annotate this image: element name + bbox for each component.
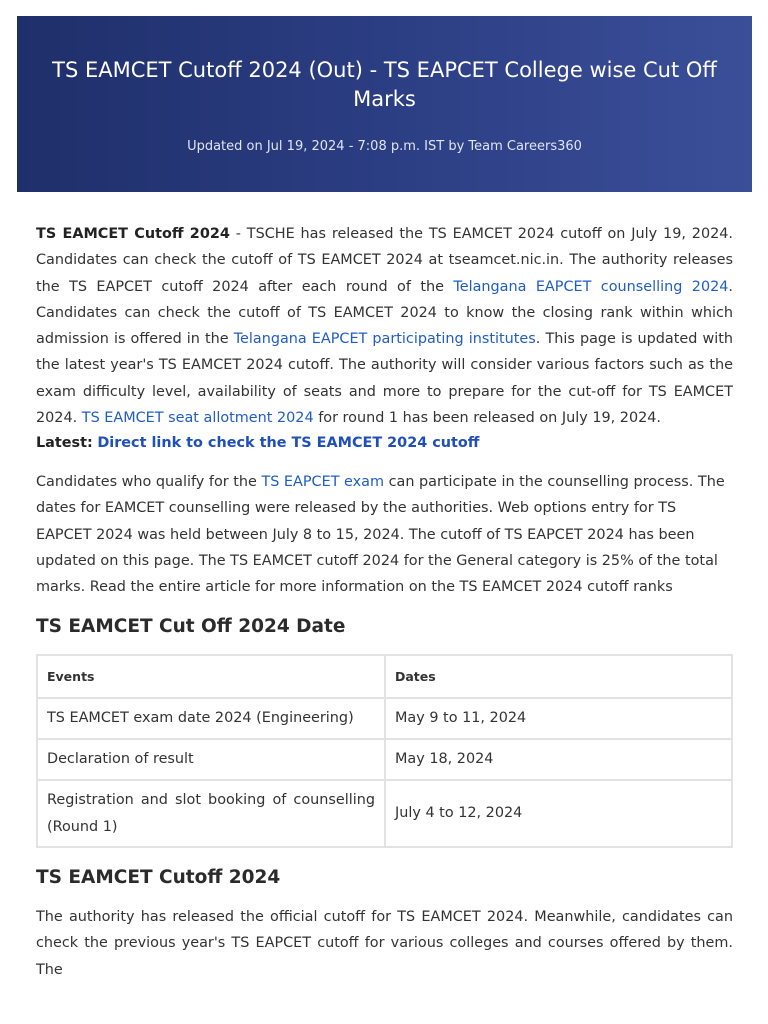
table-header-dates: Dates [385,655,732,698]
intro-paragraph [36,221,733,430]
participating-institutes-link[interactable]: Telangana EAPCET participating institutes [233,331,536,348]
table-cell-event: Declaration of result [37,739,385,780]
intro-lead: TS EAMCET Cutoff 2024 [36,226,230,242]
table-row [37,780,732,847]
table-cell-event: TS EAMCET exam date 2024 (Engineering) [37,698,385,739]
table-cell-date: May 18, 2024 [385,739,732,780]
intro-text-1: - TSCHE has released the TS EAMCET 2024 cutoff on July 19, 2024. Candidates can check the cutoff of TS EAMCET 2024 at tseamcet.nic.in. The authority releases the TS EAPCET cutoff 2024 after each round of the [36,226,733,295]
para2-text-2: can participate in the counselling process. The dates for EAMCET counselling were released by the authorities. Web options entry for TS EAPCET 2024 was held between July 8 to 15, 2024. The cutoff of TS EAPCET 2024 has been updated on this page. The TS EAMCET cutoff 2024 for the General category is 25% of the total marks. Read the entire article for more information on the TS EAMCET 2024 cutoff ranks [36,474,725,596]
table-cell-event: Registration and slot booking of counselling (Round 1) [37,780,385,847]
seat-allotment-link[interactable]: TS EAMCET seat allotment 2024 [81,410,314,427]
section-heading-cutoff: TS EAMCET Cutoff 2024 [36,867,281,888]
page-title: TS EAMCET Cutoff 2024 (Out) - TS EAPCET College wise Cut Off Marks [52,58,717,111]
counselling-link[interactable]: Telangana EAPCET counselling 2024 [453,278,729,295]
intro-text-2: . Candidates can check the cutoff of TS EAMCET 2024 to know the closing rank within which admission is offered in the [36,278,733,348]
table-cell-date: May 9 to 11, 2024 [385,698,732,739]
latest-update [36,430,733,456]
para2-text-1: Candidates who qualify for the [36,474,262,490]
table-cell-date: July 4 to 12, 2024 [385,780,732,847]
intro-text-4: for round 1 has been released on July 19, 2024. [313,410,661,427]
section-heading-dates: TS EAMCET Cut Off 2024 Date [36,616,346,637]
cutoff-direct-link[interactable]: Direct link to check the TS EAMCET 2024 cutoff [97,435,480,451]
table-row [37,698,732,739]
latest-label: Latest: [36,435,93,451]
table-row [37,739,732,780]
article-header [17,16,752,192]
eapcet-exam-link[interactable]: TS EAPCET exam [261,474,385,490]
counselling-paragraph [36,469,733,600]
intro-text-3: . This page is updated with the latest year's TS EAMCET 2024 cutoff. The authority will consider various factors such as the exam difficulty level, availability of seats and more to prepare for the cut-off for TS EAMCET 2024. [36,331,733,427]
article-body [36,221,733,983]
table-header-events: Events [37,655,385,698]
table-header-row [37,655,732,698]
cutoff-paragraph: The authority has released the official cutoff for TS EAMCET 2024. Meanwhile, candidates can check the previous year's TS EAPCET cutoff for various colleges and courses offered by them. The [36,909,733,978]
dates-table [36,654,733,848]
updated-info: Updated on Jul 19, 2024 - 7:08 p.m. IST by Team Careers360 [187,139,582,154]
